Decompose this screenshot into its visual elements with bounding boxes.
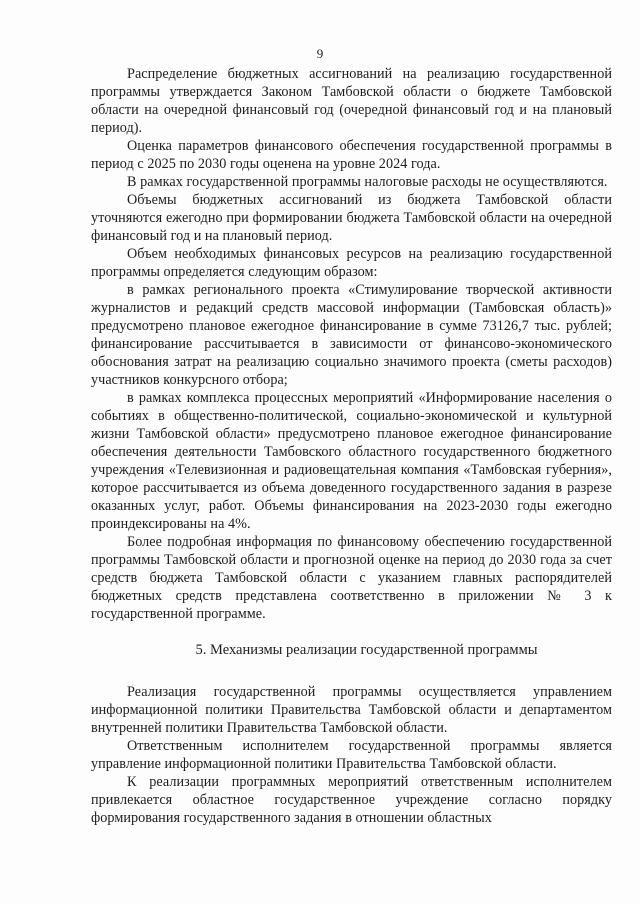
paragraph-regional-project: в рамках регионального проекта «Стимулирование творческой активности журналистов и редакций средств массовой информации (Тамбовская область)» предусмотрено плановое ежегодное финансирование в сумме 73126,7 тыс. рублей; финансирование рассчитывается в зависимости от финансово-экономического обоснования затрат на реализацию социально значимого проекта (сметы расходов) участников конкурсного отбора; xyxy=(91,282,612,388)
paragraph-implementation: Реализация государственной программы осуществляется управлением информационной политики Правительства Тамбовской области и департаментом внутренней политики Правительства Тамбовской области. xyxy=(91,684,612,736)
document-body xyxy=(91,65,612,827)
paragraph-funding-estimate: Оценка параметров финансового обеспечения государственной программы в период с 2025 по 2030 годы оценена на уровне 2024 года. xyxy=(91,138,612,172)
section-heading: 5. Механизмы реализации государственной программы xyxy=(195,642,538,658)
paragraph-resources-volume: Объем необходимых финансовых ресурсов на реализацию государственной программы определяется следующим образом: xyxy=(91,246,612,280)
paragraph-budget-volumes: Объемы бюджетных ассигнований из бюджета Тамбовской области уточняются ежегодно при формировании бюджета Тамбовской области на очередной финансовый год и на плановый период. xyxy=(91,192,612,244)
paragraph-responsible-executor: Ответственным исполнителем государственной программы является управление информационной политики Правительства Тамбовской области. xyxy=(91,738,612,772)
page-number: 9 xyxy=(316,46,324,61)
paragraph-detailed-info: Более подробная информация по финансовому обеспечению государственной программы Тамбовской области и прогнозной оценке на период до 2030 года за счет средств бюджета Тамбовской области с указанием главных распорядителей бюджетных средств представлена соответственно в приложении № 3 к государственной программе. xyxy=(91,534,612,622)
paragraph-process-measures: в рамках комплекса процессных мероприятий «Информирование населения о событиях в общественно-политической, социально-экономической и культурной жизни Тамбовской области» предусмотрено плановое ежегодное финансирование обеспечения деятельности Тамбовского областного государственного бюджетного учреждения «Телевизионная и радиовещательная компания «Тамбовская губерния», которое рассчитывается из объема доведенного государственного задания в разрезе оказанных услуг, работ. Объемы финансирования на 2023-2030 годы ежегодно проиндексированы на 4%. xyxy=(91,390,612,532)
paragraph-budget-distribution: Распределение бюджетных ассигнований на реализацию государственной программы утверждается Законом Тамбовской области о бюджете Тамбовской области на очередной финансовый год (очередной финансовый год и на плановый период). xyxy=(91,66,612,136)
paragraph-tax-expenses: В рамках государственной программы налоговые расходы не осуществляются. xyxy=(127,174,608,190)
paragraph-program-measures: К реализации программных мероприятий ответственным исполнителем привлекается областное государственное учреждение согласно порядку формирования государственного задания в отношении областных xyxy=(91,774,612,826)
